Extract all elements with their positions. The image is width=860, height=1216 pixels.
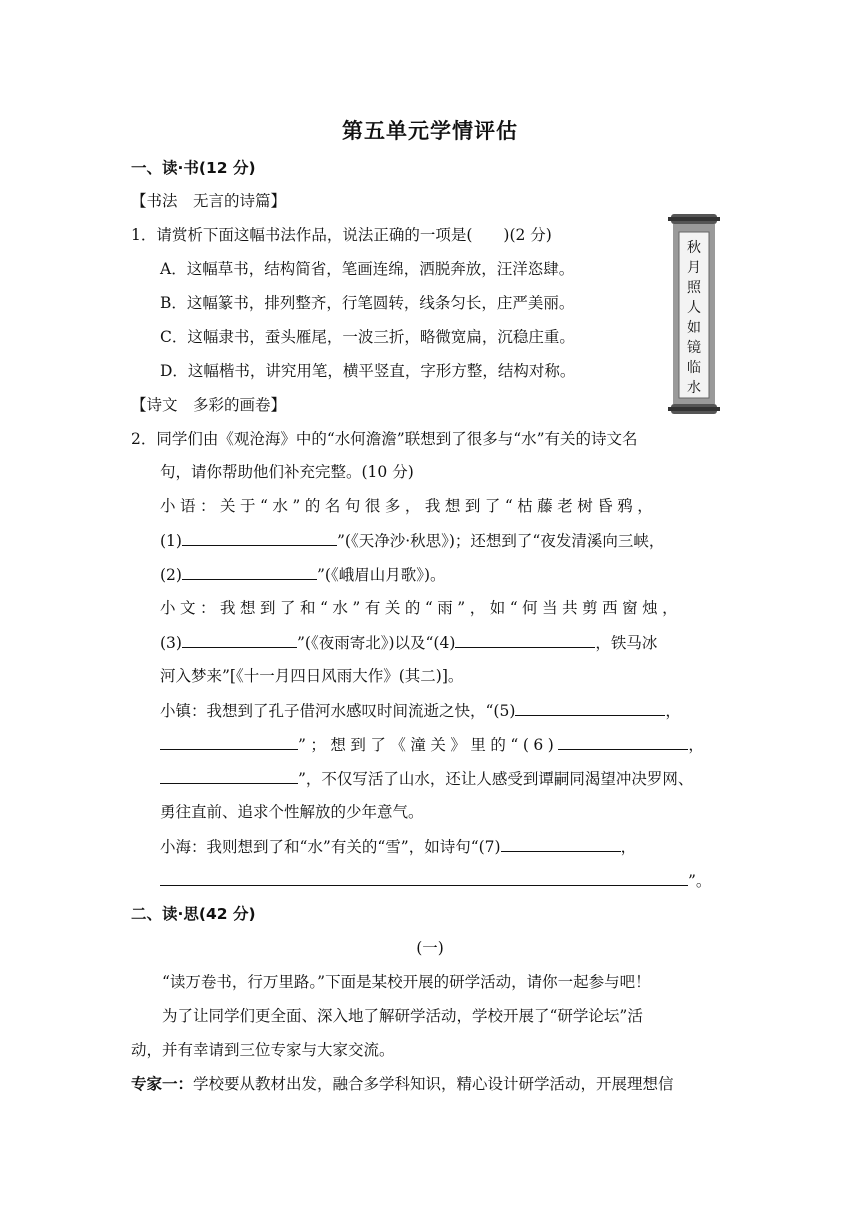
question-1-stem: 1．请赏析下面这幅书法作品，说法正确的一项是( )(2 分) <box>131 226 552 244</box>
blank-1[interactable] <box>182 529 337 546</box>
blank-7b[interactable] <box>160 869 688 886</box>
option-b: B．这幅篆书，排列整齐，行笔圆转，线条匀长，庄严美丽。 <box>160 294 575 312</box>
xiaowen-line1: 小文：我想到了和“水”有关的“雨”，如“何当共剪西窗烛， <box>160 599 683 617</box>
blank-3[interactable] <box>182 631 297 648</box>
subsection-calligraphy: 【书法 无言的诗篇】 <box>131 192 287 210</box>
xiaowen-line2 <box>160 631 657 654</box>
section2-para1: “读万卷书，行万里路。”下面是某校开展的研学活动，请你一起参与吧！ <box>162 973 651 991</box>
blank-1-number: (1) <box>160 532 182 550</box>
scroll-character: 临 <box>687 360 701 376</box>
blank-6[interactable] <box>558 733 688 750</box>
xiaoyu-line3-text: ”(《峨眉山月歌》)。 <box>316 566 446 584</box>
section1-heading: 一、读·书(12 分) <box>131 159 256 177</box>
xiaohai-line1-text: 小海：我则想到了和“水”有关的“雪”，如诗句“(7) <box>160 838 501 856</box>
expert-one-text: 学校要从教材出发，融合多学科知识，精心设计研学活动，开展理想信 <box>193 1075 674 1093</box>
subsection-poetry: 【诗文 多彩的画卷】 <box>131 396 287 414</box>
xiaozhen-line2-end: ， <box>688 736 704 754</box>
expert-one-label: 专家一： <box>131 1075 194 1093</box>
scroll-character: 照 <box>687 280 701 296</box>
scroll-character: 人 <box>687 300 701 316</box>
calligraphy-scroll-image <box>667 214 721 414</box>
xiaowen-line2-end: ，铁马冰 <box>595 634 658 652</box>
xiaozhen-line3 <box>160 767 693 790</box>
blank-4[interactable] <box>455 631 595 648</box>
scroll-character: 如 <box>687 320 701 336</box>
section2-para2-line2: 动，并有幸请到三位专家与大家交流。 <box>131 1041 395 1059</box>
xiaoyu-line2 <box>160 529 664 552</box>
blank-3-number: (3) <box>160 634 182 652</box>
xiaozhen-line1 <box>160 699 681 722</box>
blank-5b[interactable] <box>160 733 298 750</box>
section2-para2-line1: 为了让同学们更全面、深入地了解研学活动，学校开展了“研学论坛”活 <box>162 1007 643 1025</box>
section2-heading: 二、读·思(42 分) <box>131 905 256 923</box>
expert-one-line <box>131 1073 674 1095</box>
xiaozhen-line2-text: ”；想到了《潼关》里的“(6) <box>298 736 559 754</box>
xiaoyu-line2-text: ”(《天净沙·秋思》)；还想到了“夜发清溪向三峡， <box>336 532 665 550</box>
question-2-stem-line2: 句，请你帮助他们补充完整。(10 分) <box>160 463 414 481</box>
xiaohai-line1 <box>160 835 636 858</box>
xiaohai-line1-end: ， <box>620 838 637 856</box>
xiaoyu-line1: 小语：关于“水”的名句很多，我想到了“枯藤老树昏鸦， <box>160 497 658 515</box>
option-d: D．这幅楷书，讲究用笔，横平竖直，字形方整，结构对称。 <box>160 362 576 380</box>
xiaohai-line2 <box>160 869 711 892</box>
part-one-label: (一) <box>416 939 444 957</box>
xiaowen-line3: 河入梦来”[《十一月四日风雨大作》(其二)]。 <box>160 667 464 685</box>
xiaowen-line2-text: ”(《夜雨寄北》)以及“(4) <box>296 634 456 652</box>
option-a: A．这幅草书，结构简省，笔画连绵，洒脱奔放，汪洋恣肆。 <box>160 260 575 278</box>
page-title: 第五单元学情评估 <box>342 119 518 143</box>
blank-6b[interactable] <box>160 767 298 784</box>
xiaozhen-line2 <box>160 733 704 756</box>
xiaozhen-line3-text: ”，不仅写活了山水，还让人感受到谭嗣同渴望冲决罗网、 <box>298 770 694 788</box>
xiaozhen-line1-end: ， <box>665 702 681 720</box>
question-2-stem-line1: 2．同学们由《观沧海》中的“水何澹澹”联想到了很多与“水”有关的诗文名 <box>131 430 638 448</box>
xiaozhen-line4: 勇往直前、追求个性解放的少年意气。 <box>160 803 424 821</box>
blank-7[interactable] <box>501 835 621 852</box>
scroll-character: 镜 <box>687 340 701 356</box>
scroll-character: 秋 <box>687 240 701 256</box>
xiaohai-line2-end: ”。 <box>688 872 712 890</box>
scroll-character: 水 <box>687 380 701 396</box>
blank-5[interactable] <box>515 699 665 716</box>
xiaozhen-line1-text: 小镇：我想到了孔子借河水感叹时间流逝之快，“(5) <box>160 702 516 720</box>
option-c: C．这幅隶书，蚕头雁尾，一波三折，略微宽扁，沉稳庄重。 <box>160 328 575 346</box>
scroll-character: 月 <box>687 260 701 276</box>
xiaoyu-line3 <box>160 563 446 586</box>
blank-2[interactable] <box>182 563 317 580</box>
blank-2-number: (2) <box>160 566 182 584</box>
